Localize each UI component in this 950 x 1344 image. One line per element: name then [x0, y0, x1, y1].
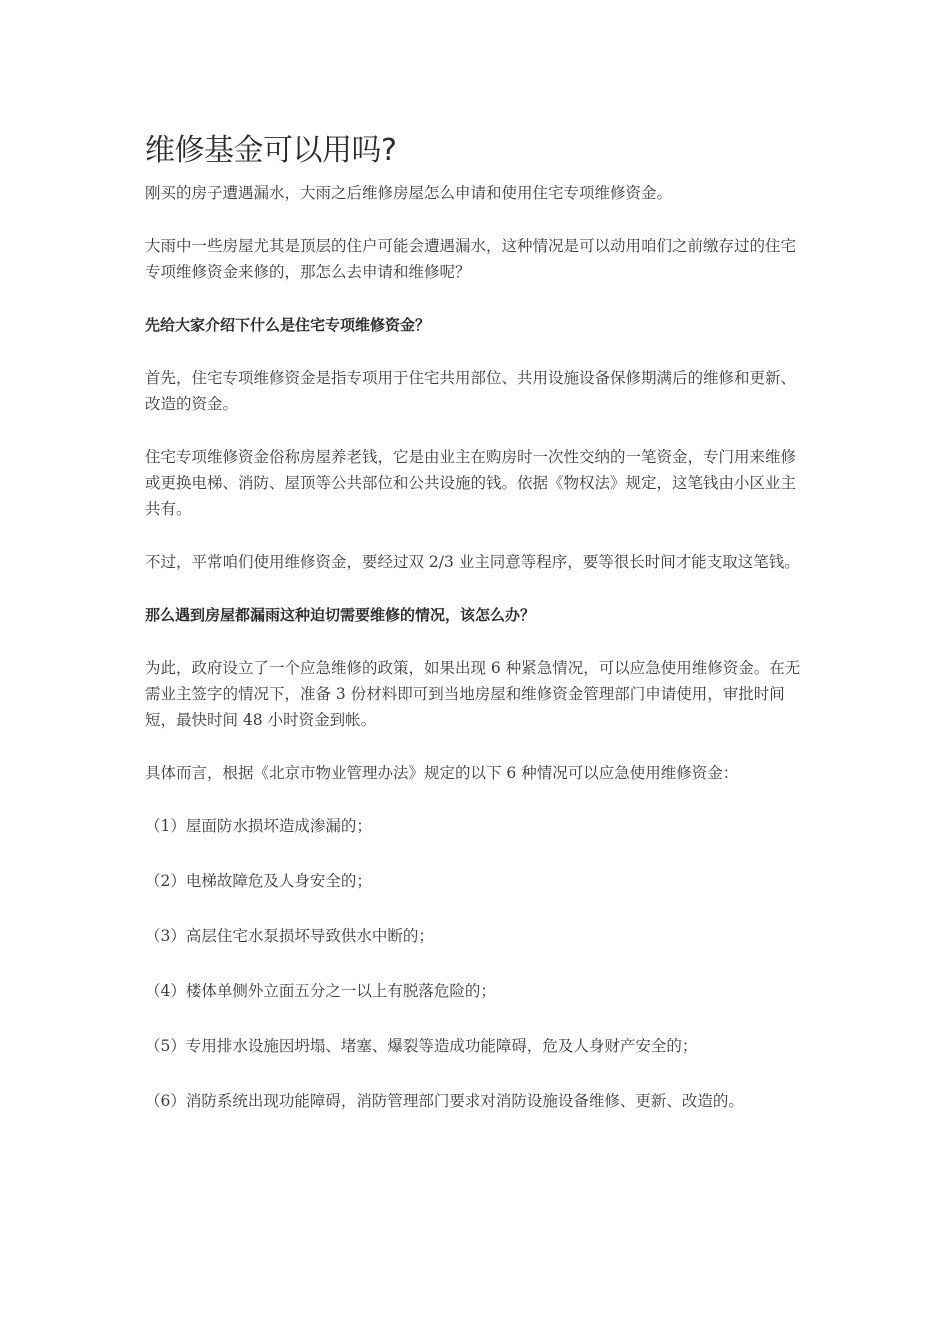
- paragraph-normal-procedure: 不过，平常咱们使用维修资金，要经过双 2/3 业主同意等程序，要等很长时间才能支取这笔钱。: [145, 553, 800, 571]
- paragraph-regulation: 具体而言，根据《北京市物业管理办法》规定的以下 6 种情况可以应急使用维修资金：: [145, 764, 739, 782]
- section-heading-emergency: 那么遇到房屋都漏雨这种迫切需要维修的情况，该怎么办？: [145, 606, 536, 624]
- list-item: （4）楼体单侧外立面五分之一以上有脱落危险的；: [145, 982, 496, 1000]
- list-item: （6）消防系统出现功能障碍，消防管理部门要求对消防设施设备维修、更新、改造的。: [145, 1092, 744, 1110]
- list-item: （1）屋面防水损坏造成渗漏的；: [145, 817, 372, 835]
- intro-paragraph: 大雨中一些房屋尤其是顶层的住户可能会遭遇漏水，这种情况是可以动用咱们之前缴存过的住宅专项维修资金来修的，那怎么去申请和维修呢？: [145, 237, 797, 281]
- section-heading-what-is-fund: 先给大家介绍下什么是住宅专项维修资金？: [145, 316, 431, 334]
- document-page: [145, 130, 810, 1143]
- paragraph-definition: 首先，住宅专项维修资金是指专项用于住宅共用部位、共用设施设备保修期满后的维修和更新、改造的资金。: [145, 369, 797, 413]
- list-item: （2）电梯故障危及人身安全的；: [145, 872, 372, 890]
- document-subtitle: 刚买的房子遭遇漏水，大雨之后维修房屋怎么申请和使用住宅专项维修资金。: [145, 184, 673, 202]
- paragraph-emergency-policy: 为此，政府设立了一个应急维修的政策，如果出现 6 种紧急情况，可以应急使用维修资金。在无需业主签字的情况下，准备 3 份材料即可到当地房屋和维修资金管理部门申请使用，审批时间短，最快时间 48 小时资金到帐。: [145, 659, 801, 729]
- paragraph-nickname: 住宅专项维修资金俗称房屋养老钱，它是由业主在购房时一次性交纳的一笔资金，专门用来维修或更换电梯、消防、屋顶等公共部位和公共设施的钱。依据《物权法》规定，这笔钱由小区业主共有。: [145, 448, 797, 518]
- list-item: （5）专用排水设施因坍塌、堵塞、爆裂等造成功能障碍，危及人身财产安全的；: [145, 1037, 698, 1055]
- document-title: 维修基金可以用吗?: [145, 133, 397, 168]
- list-item: （3）高层住宅水泵损坏导致供水中断的；: [145, 927, 434, 945]
